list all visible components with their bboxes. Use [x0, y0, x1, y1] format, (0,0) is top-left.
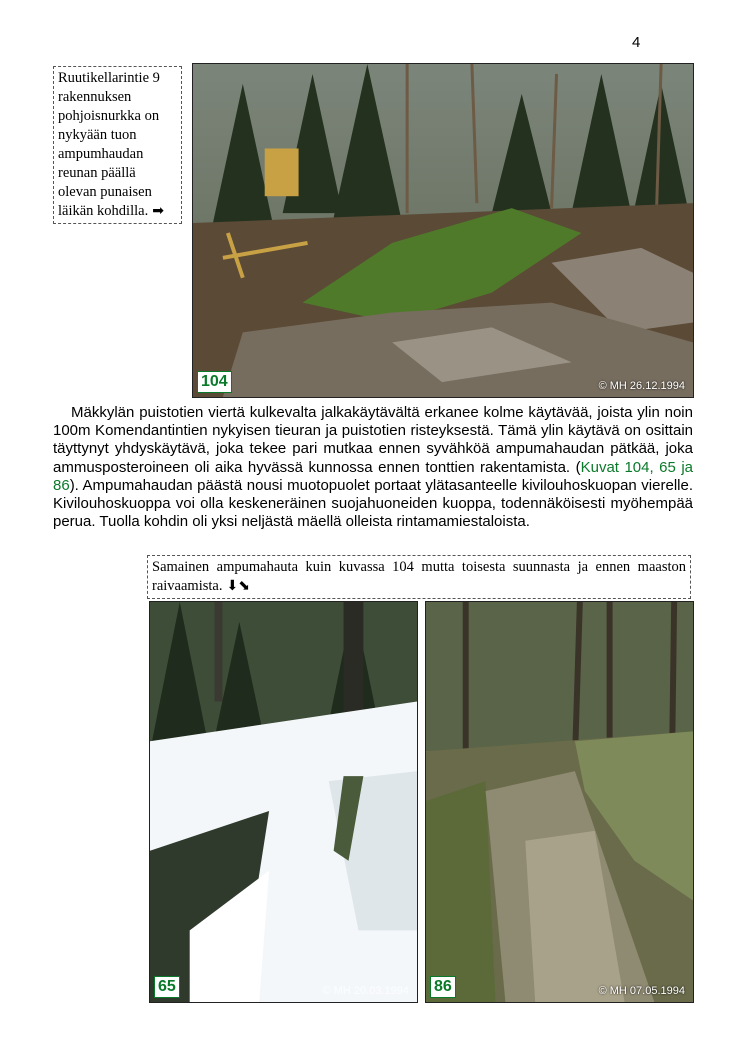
mossy-trench-photo — [426, 602, 693, 1002]
photo-65-copyright: © MH 20.03.1994 — [322, 985, 409, 997]
photo-reference-link: Kuvat 104, 65 ja 86 — [53, 458, 693, 494]
arrow-down-icon: ⬇⬊ — [226, 578, 250, 594]
trench-landscape-photo — [193, 64, 693, 397]
photo-104-number: 104 — [197, 371, 232, 393]
photo-86 — [425, 601, 694, 1003]
page-number: 4 — [632, 34, 641, 51]
caption-photo-104-text: Ruutikellarintie 9 rakennuksen pohjoisnurkka on nykyään tuon ampumhaudan reunan päällä olevan punaisen läikän kohdilla. — [58, 70, 160, 219]
caption-photos-65-86 — [147, 555, 691, 599]
caption-photo-104 — [53, 66, 182, 224]
photo-86-number: 86 — [430, 976, 456, 998]
photo-104-copyright: © MH 26.12.1994 — [598, 380, 685, 392]
photo-65-number: 65 — [154, 976, 180, 998]
body-text-start: Mäkkylän puistotien viertä kulkevalta jalkakäytävältä erkanee kolme käytävää, joista ylin noin 100m Komendantintien nykyisen tieuran ja puistotien risteyksestä. Tämä ylin käytävä on osittain täyttynyt yhdyskäytävä, joka tekee pari mutkaa ennen syvähköä ampumahaudan pätkää, joka ammusposteroineen oli aika hyvässä kunnossa ennen tonttien rakentamista. ( — [53, 404, 693, 476]
caption-photos-65-86-text: Samainen ampumahauta kuin kuvassa 104 mutta toisesta suunnasta ja ennen maaston raivaamista. — [152, 559, 686, 594]
photo-104 — [192, 63, 694, 398]
photo-65 — [149, 601, 418, 1003]
body-paragraph — [53, 404, 693, 531]
body-text-end: ). Ampumahaudan päästä nousi muotopuolet portaat ylätasanteelle kivilouhoskuopan vierelle. Kivilouhoskuoppa voi olla keskeneräinen suojahuoneiden kuoppa, todennäköisesti myöhempää perua. Tuolla kohdin oli yksi neljästä mäellä olleista rintamamiestaloista. — [53, 476, 693, 531]
snowy-trench-photo — [150, 602, 417, 1002]
arrow-right-icon: ➡ — [152, 203, 164, 219]
photo-86-copyright: © MH 07.05.1994 — [598, 985, 685, 997]
